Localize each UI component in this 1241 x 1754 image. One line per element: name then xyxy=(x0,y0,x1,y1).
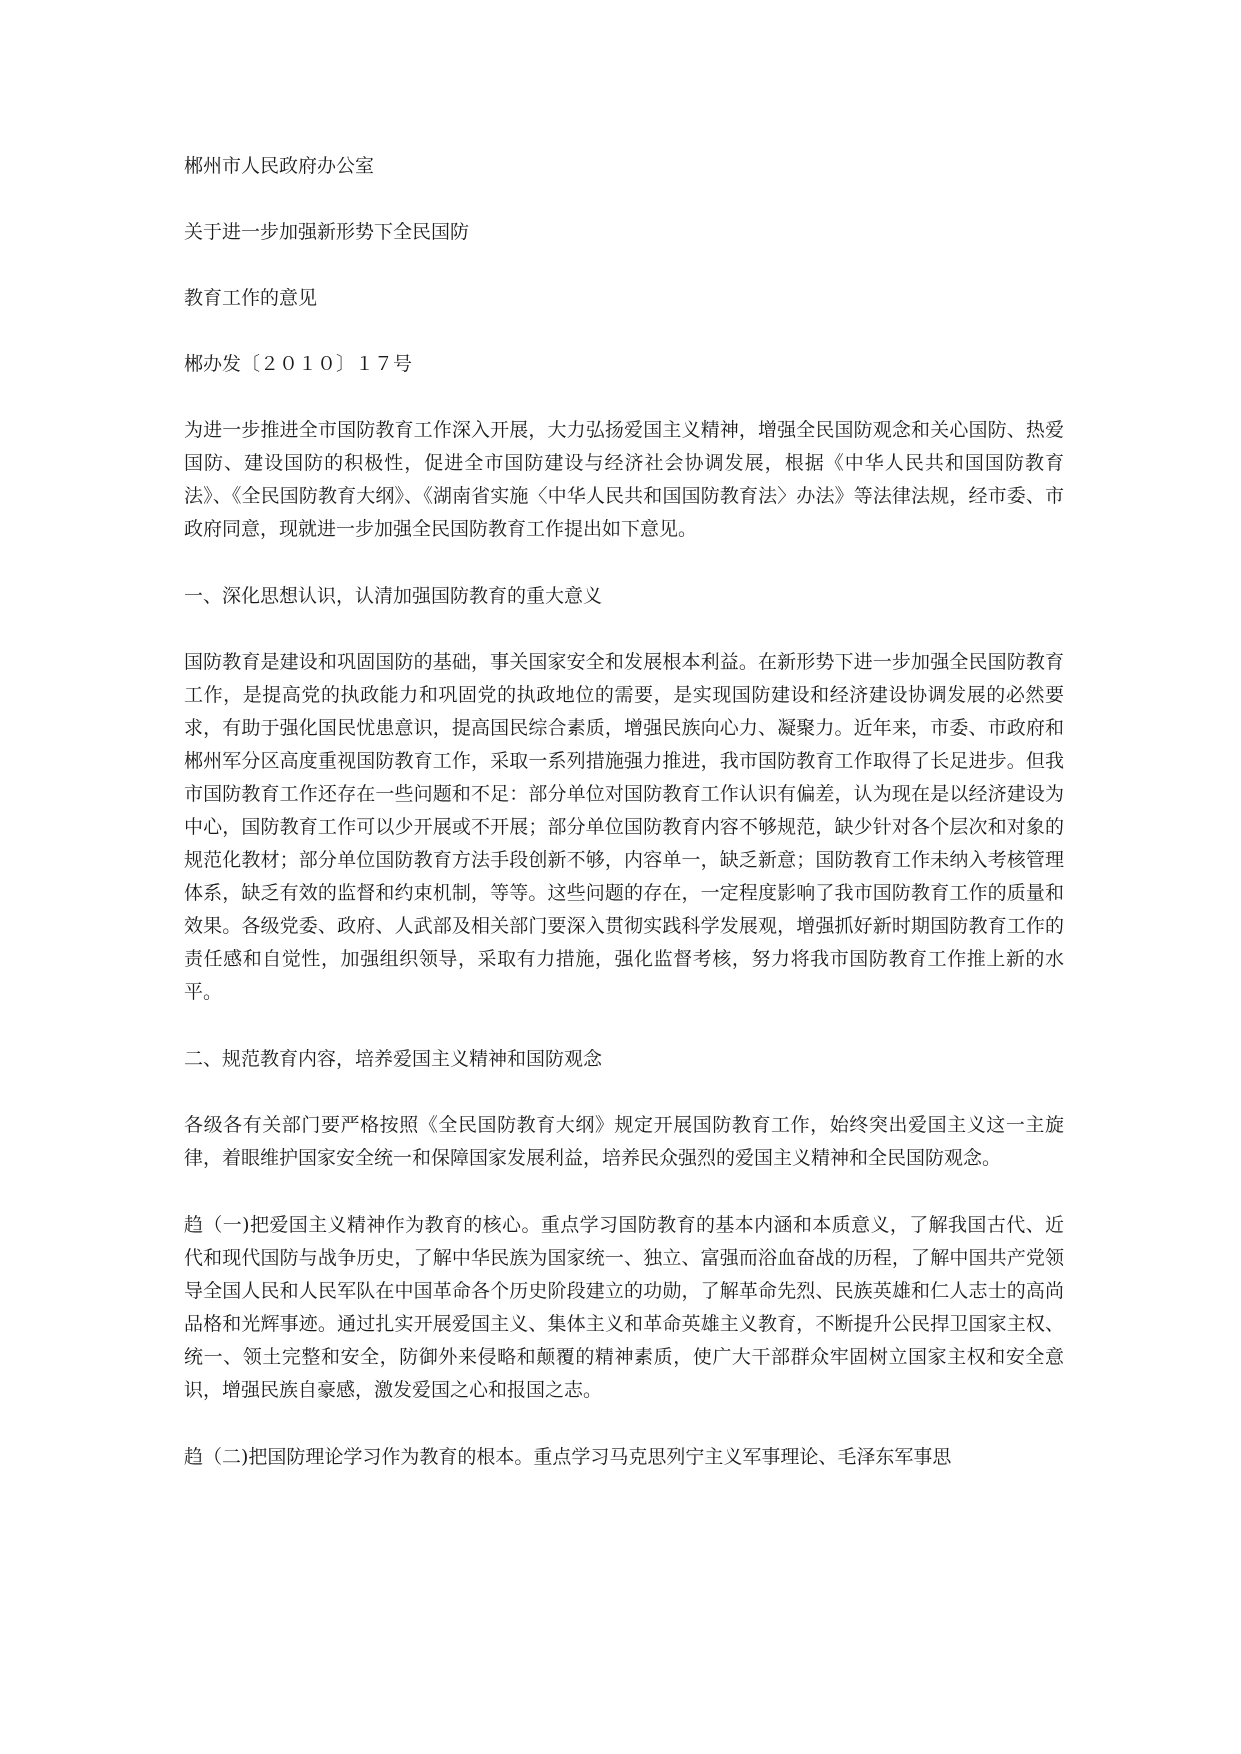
document-content xyxy=(184,150,1064,1473)
section-1-heading: 一、深化思想认识，认清加强国防教育的重大意义 xyxy=(184,585,603,607)
section-2-paragraph: 各级各有关部门要严格按照《全民国防教育大纲》规定开展国防教育工作，始终突出爱国主义这一主旋律，着眼维护国家安全统一和保障国家发展利益，培养民众强烈的爱国主义精神和全民国防观念。 xyxy=(184,1114,1064,1169)
section-2-heading: 二、规范教育内容，培养爱国主义精神和国防观念 xyxy=(184,1048,603,1070)
section-1-paragraph: 国防教育是建设和巩固国防的基础，事关国家安全和发展根本利益。在新形势下进一步加强全民国防教育工作，是提高党的执政能力和巩固党的执政地位的需要，是实现国防建设和经济建设协调发展的必然要求，有助于强化国民忧患意识，提高国民综合素质，增强民族向心力、凝聚力。近年来，市委、市政府和郴州军分区高度重视国防教育工作，采取一系列措施强力推进，我市国防教育工作取得了长足进步。但我市国防教育工作还存在一些问题和不足：部分单位对国防教育工作认识有偏差，认为现在是以经济建设为中心，国防教育工作可以少开展或不开展；部分单位国防教育内容不够规范，缺少针对各个层次和对象的规范化教材；部分单位国防教育方法手段创新不够，内容单一，缺乏新意；国防教育工作未纳入考核管理体系，缺乏有效的监督和约束机制，等等。这些问题的存在，一定程度影响了我市国防教育工作的质量和效果。各级党委、政府、人武部及相关部门要深入贯彻实践科学发展观，增强抓好新时期国防教育工作的责任感和自觉性，加强组织领导，采取有力措施，强化监督考核，努力将我市国防教育工作推上新的水平。 xyxy=(184,651,1064,1003)
doc-number: 郴办发〔２０１０〕１７号 xyxy=(184,353,413,375)
title-line-1: 关于进一步加强新形势下全民国防 xyxy=(184,221,470,243)
title-line-2: 教育工作的意见 xyxy=(184,287,318,309)
item-2-paragraph-start: 趋（二)把国防理论学习作为教育的根本。重点学习马克思列宁主义军事理论、毛泽东军事思 xyxy=(184,1446,952,1468)
issuer: 郴州市人民政府办公室 xyxy=(184,155,375,177)
intro-paragraph: 为进一步推进全市国防教育工作深入开展，大力弘扬爱国主义精神，增强全民国防观念和关心国防、热爱国防、建设国防的积极性，促进全市国防建设与经济社会协调发展，根据《中华人民共和国国防教育法》、《全民国防教育大纲》、《湖南省实施〈中华人民共和国国防教育法〉办法》等法律法规，经市委、市政府同意，现就进一步加强全民国防教育工作提出如下意见。 xyxy=(184,419,1064,540)
item-1-paragraph: 趋（一)把爱国主义精神作为教育的核心。重点学习国防教育的基本内涵和本质意义，了解我国古代、近代和现代国防与战争历史，了解中华民族为国家统一、独立、富强而浴血奋战的历程，了解中国共产党领导全国人民和人民军队在中国革命各个历史阶段建立的功勋，了解革命先烈、民族英雄和仁人志士的高尚品格和光辉事迹。通过扎实开展爱国主义、集体主义和革命英雄主义教育，不断提升公民捍卫国家主权、统一、领土完整和安全，防御外来侵略和颠覆的精神素质，使广大干部群众牢固树立国家主权和安全意识，增强民族自豪感，激发爱国之心和报国之志。 xyxy=(184,1214,1064,1401)
